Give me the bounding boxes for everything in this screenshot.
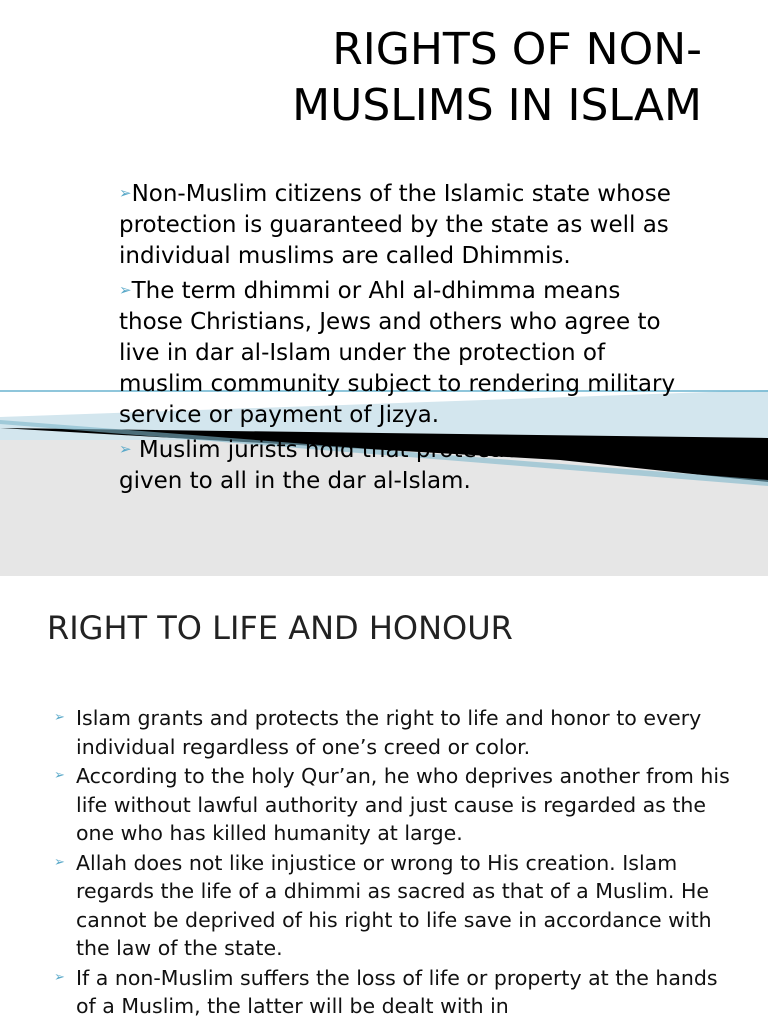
- list-item: [54, 964, 734, 1021]
- list-item: [119, 178, 679, 272]
- list-item: [54, 849, 734, 963]
- slide-2: [0, 576, 768, 1024]
- arrow-bullet-icon: ➢: [54, 969, 65, 985]
- bullet-text: Muslim jurists hold that protection can be given to all in the dar al-Islam.: [119, 437, 619, 494]
- title-line-1: RIGHTS OF NON-: [332, 24, 702, 75]
- slide-2-bullet-list: [54, 704, 734, 1022]
- title-line-2: MUSLIMS IN ISLAM: [292, 80, 702, 131]
- arrow-bullet-icon: ➢: [119, 184, 132, 202]
- bullet-text: Islam grants and protects the right to life and honor to every individual regardless of one’s creed or color.: [76, 706, 702, 759]
- bullet-text: Non-Muslim citizens of the Islamic state whose protection is guaranteed by the state as well as individual muslims are called Dhimmis.: [119, 181, 671, 269]
- list-item: [119, 434, 679, 497]
- arrow-bullet-icon: ➢: [54, 768, 65, 783]
- list-item: [119, 275, 679, 431]
- slide-1-title: [142, 22, 702, 134]
- bullet-text: According to the holy Qur’an, he who deprives another from his life without lawful authority and just cause is regarded as the one who has killed humanity at large.: [76, 764, 730, 845]
- arrow-bullet-icon: ➢: [54, 710, 65, 725]
- arrow-bullet-icon: ➢: [54, 854, 65, 870]
- slide-1-bullet-list: [119, 178, 679, 500]
- bullet-text: The term dhimmi or Ahl al-dhimma means those Christians, Jews and others who agree to live in dar al-Islam under the protection of muslim community subject to rendering military service or payment of Jizya.: [119, 278, 676, 428]
- list-item: [54, 704, 734, 761]
- arrow-bullet-icon: ➢: [119, 440, 132, 458]
- arrow-bullet-icon: ➢: [119, 281, 132, 299]
- slide-2-title: RIGHT TO LIFE AND HONOUR: [47, 609, 513, 647]
- list-item: [54, 762, 734, 848]
- bullet-text: If a non-Muslim suffers the loss of life or property at the hands of a Muslim, the latter will be dealt with in: [76, 965, 718, 1018]
- bullet-text: Allah does not like injustice or wrong to His creation. Islam regards the life of a dhimmi as sacred as that of a Muslim. He cannot be deprived of his right to life save in accordance with the law of the state.: [76, 850, 712, 960]
